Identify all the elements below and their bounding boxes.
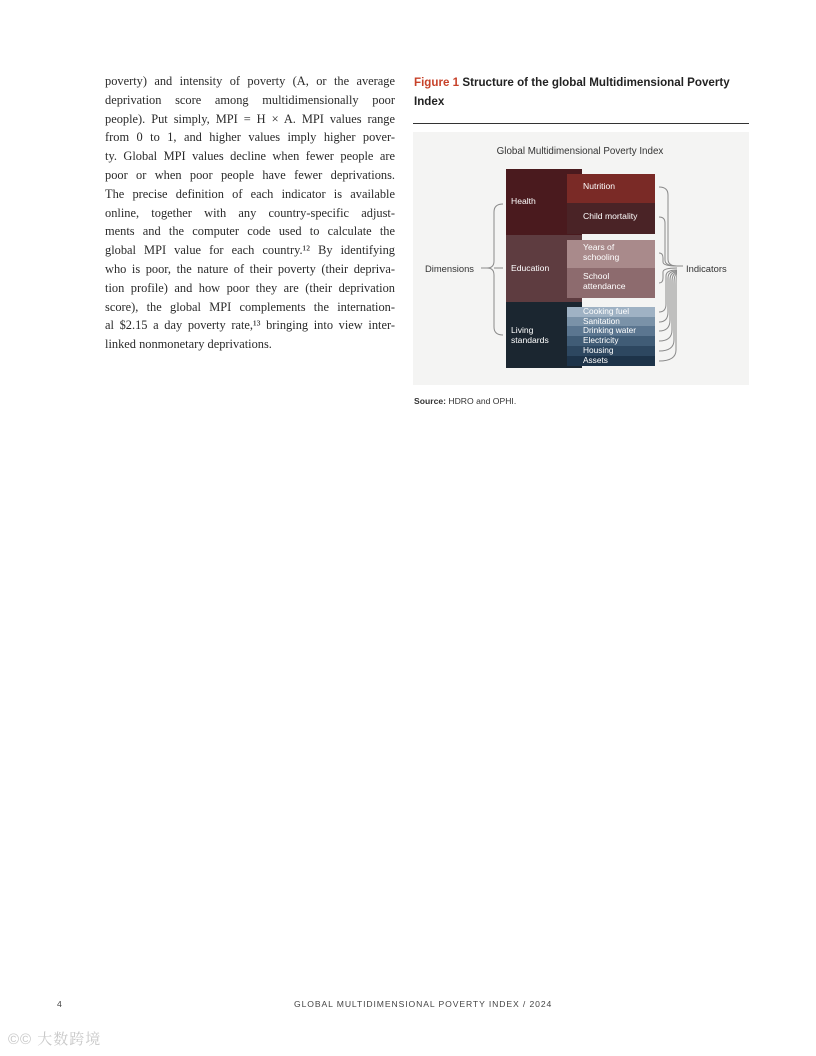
indicator-label: Electricity — [583, 335, 619, 345]
indicator-label: Years of schooling — [583, 242, 620, 262]
dimensions-label: Dimensions — [425, 263, 474, 274]
right-connectors — [659, 187, 677, 361]
indicator-label: Sanitation — [583, 316, 620, 326]
body-line: global MPI value for each country.¹² By identifying — [105, 243, 395, 258]
indicator-label: School attendance — [583, 271, 626, 291]
indicator-label: Drinking water — [583, 325, 637, 335]
body-line: who is poor, the nature of their poverty (their depriva- — [105, 261, 395, 276]
indicator-label: Child mortality — [583, 211, 638, 221]
body-line: linked nonmonetary deprivations. — [105, 337, 272, 352]
indicators-label: Indicators — [686, 263, 727, 274]
body-line: from 0 to 1, and higher values imply higher pover- — [105, 130, 395, 145]
dimension-label: Living standards — [511, 325, 549, 345]
figure-source — [414, 396, 516, 406]
dimension-label: Health — [511, 196, 536, 206]
left-brace — [487, 204, 503, 335]
running-title: GLOBAL MULTIDIMENSIONAL POVERTY INDEX / 2024 — [294, 999, 553, 1009]
body-line: poverty) and intensity of poverty (A, or the average — [105, 74, 395, 88]
body-line: tion profile) and how poor they are (their deprivation — [105, 280, 395, 295]
body-line: deprivation score among multidimensionally poor — [105, 92, 395, 107]
source-label: Source: — [414, 396, 446, 406]
page-number: 4 — [57, 999, 62, 1009]
body-line: The precise definition of each indicator is available — [105, 186, 395, 201]
body-line: people). Put simply, MPI = H × A. MPI values range — [105, 111, 395, 126]
indicator-label: Housing — [583, 345, 614, 355]
body-line: ty. Global MPI values decline when fewer people are — [105, 149, 395, 164]
body-line: online, together with any country-specific adjust- — [105, 205, 395, 220]
body-line: ments and the computer code used to calculate the — [105, 224, 395, 239]
indicator-label: Assets — [583, 355, 608, 365]
body-line: al $2.15 a day poverty rate,¹³ bringing into view inter- — [105, 318, 395, 333]
dimension-label: Education — [511, 263, 550, 273]
figure-title: Structure of the global Multidimensional Poverty Index — [414, 76, 730, 108]
indicator-label: Cooking fuel — [583, 306, 630, 316]
diagram-title: Global Multidimensional Poverty Index — [496, 146, 664, 157]
watermark: ©© 大数跨境 — [8, 1031, 102, 1048]
body-line: poor or when poor people have fewer deprivations. — [105, 167, 395, 182]
indicator-label: Nutrition — [583, 181, 615, 191]
body-line: score), the global MPI complements the internation- — [105, 299, 395, 314]
figure-number: Figure 1 — [414, 76, 460, 89]
source-text: HDRO and OPHI. — [448, 396, 517, 406]
